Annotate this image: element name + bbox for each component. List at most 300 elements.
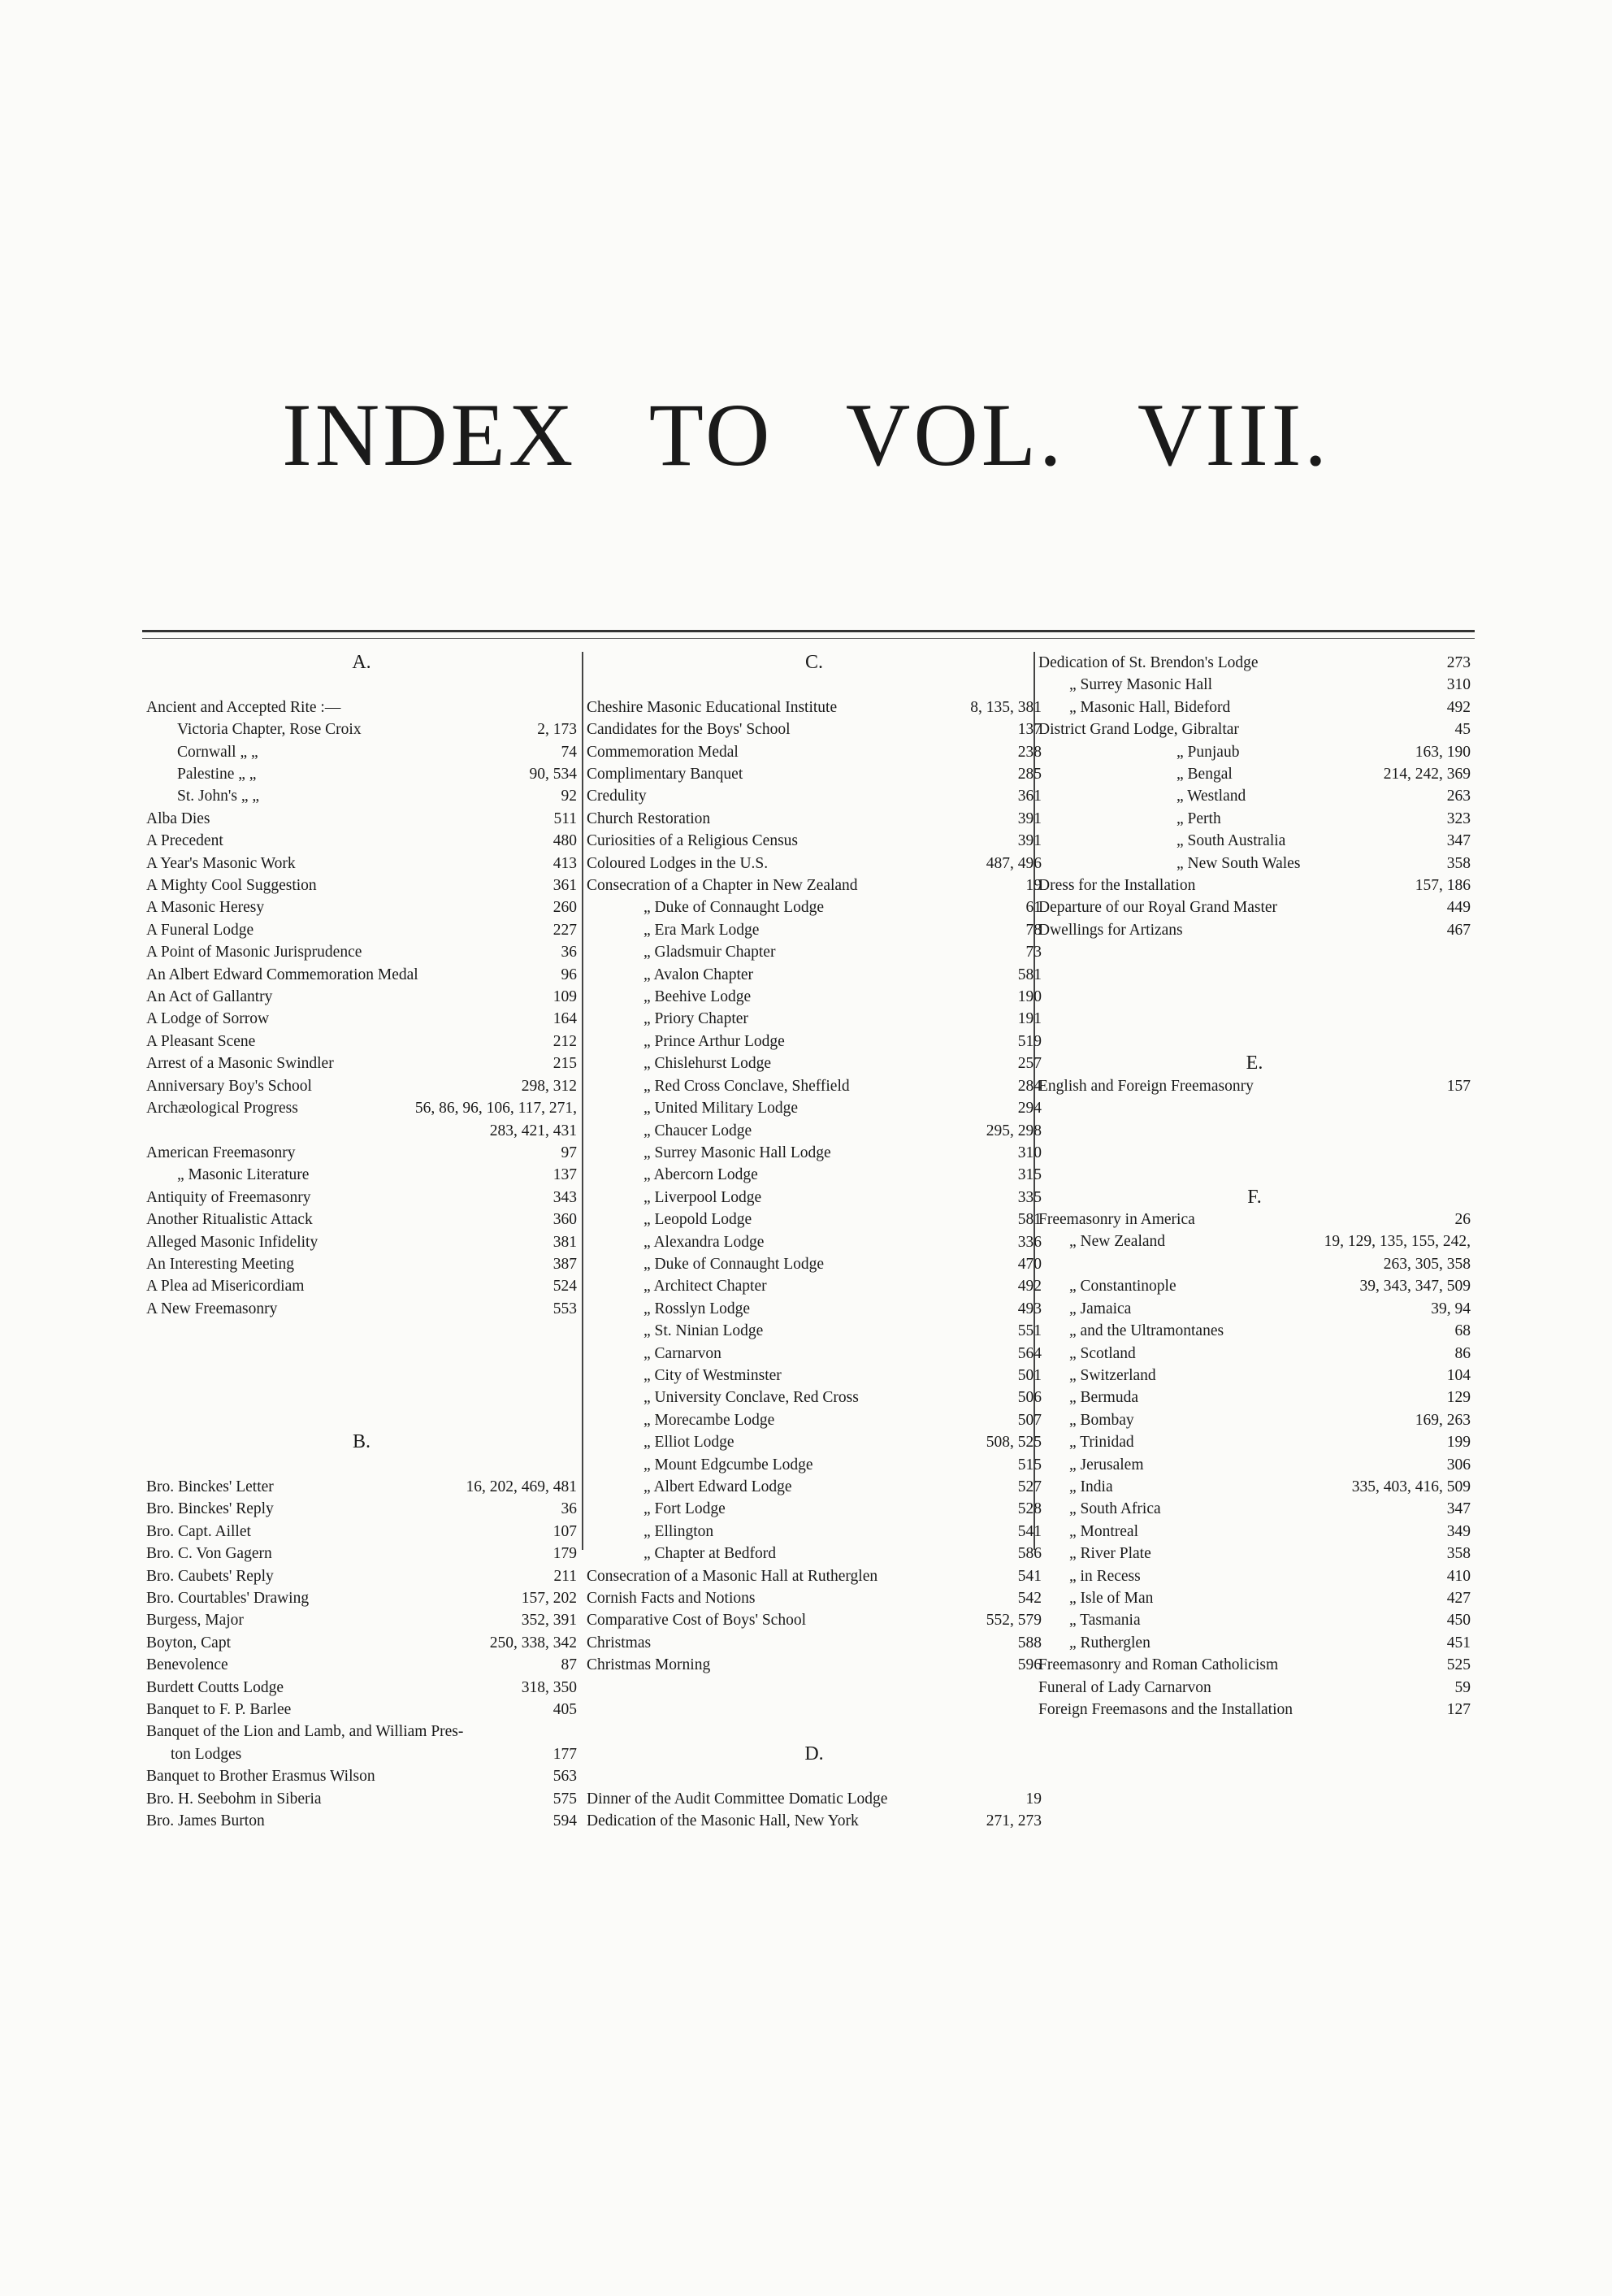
index-entry — [146, 1298, 577, 1320]
entry-pages: 127 — [1446, 1701, 1471, 1718]
entry-pages: 492 — [1446, 698, 1471, 716]
index-entry — [587, 1275, 1042, 1297]
entry-title: „ Bombay — [1069, 1411, 1134, 1429]
entry-pages: 163, 190 — [1415, 743, 1471, 761]
index-section — [587, 1677, 1042, 1833]
index-entry — [587, 964, 1042, 986]
entry-title: Another Ritualistic Attack — [146, 1211, 313, 1229]
index-section — [146, 652, 577, 1320]
index-entry — [146, 718, 577, 740]
index-entry — [1038, 1498, 1471, 1520]
index-entry — [587, 718, 1042, 740]
entry-title: „ and the Ultramontanes — [1069, 1322, 1224, 1340]
entry-pages: 349 — [1446, 1522, 1471, 1540]
entry-title: A Precedent — [146, 832, 223, 850]
entry-pages: 553 — [552, 1300, 577, 1317]
index-entry — [146, 1743, 577, 1765]
entry-pages: 487, 496 — [986, 854, 1042, 872]
index-entry — [587, 1008, 1042, 1030]
index-column-2 — [587, 652, 1042, 1832]
entry-title: „ Rosslyn Lodge — [644, 1300, 751, 1317]
index-entry — [146, 1187, 577, 1209]
entry-pages: 586 — [1017, 1545, 1042, 1563]
index-entry — [146, 896, 577, 918]
entry-title: „ Chislehurst Lodge — [644, 1055, 772, 1073]
entry-pages: 361 — [1017, 788, 1042, 805]
index-section — [1038, 652, 1471, 941]
entry-title: „ Duke of Connaught Lodge — [644, 899, 825, 917]
entry-pages: 260 — [552, 899, 577, 917]
index-entry — [146, 1765, 577, 1787]
index-entry — [146, 1231, 577, 1253]
entry-title: Curiosities of a Religious Census — [587, 832, 798, 850]
entry-pages: 310 — [1017, 1144, 1042, 1161]
header-rule-thin — [142, 638, 1475, 639]
entry-title: „ Punjaub — [1176, 743, 1240, 761]
entry-pages: 450 — [1446, 1612, 1471, 1630]
index-entry — [587, 919, 1042, 941]
entry-pages: 336 — [1017, 1233, 1042, 1251]
index-entry — [587, 1075, 1042, 1097]
index-entry — [587, 1231, 1042, 1253]
entry-title: A Year's Masonic Work — [146, 854, 296, 872]
entry-title: „ India — [1069, 1478, 1113, 1495]
section-letter-heading: E. — [1246, 1053, 1263, 1074]
entry-title: Cornish Facts and Notions — [587, 1590, 756, 1608]
entry-title: Coloured Lodges in the U.S. — [587, 854, 769, 872]
index-entry — [587, 1543, 1042, 1565]
entry-title: A Funeral Lodge — [146, 921, 254, 939]
entry-pages: 263 — [1446, 788, 1471, 805]
entry-title: „ in Recess — [1069, 1567, 1141, 1585]
entry-pages: 528 — [1017, 1500, 1042, 1518]
index-entry — [146, 830, 577, 852]
entry-pages: 594 — [552, 1812, 577, 1830]
entry-pages: 92 — [561, 788, 577, 805]
entry-title: St. John's „ „ — [177, 788, 260, 805]
entry-pages: 2, 173 — [537, 721, 577, 739]
index-entry — [146, 1677, 577, 1699]
index-entry — [587, 853, 1042, 875]
entry-title: „ South Africa — [1069, 1500, 1161, 1518]
index-entry — [146, 986, 577, 1008]
index-entry — [587, 763, 1042, 785]
entry-pages: 39, 343, 347, 509 — [1359, 1278, 1471, 1296]
entry-title: „ River Plate — [1069, 1545, 1151, 1563]
entry-title: „ Jerusalem — [1069, 1456, 1144, 1474]
entry-pages: 506 — [1017, 1389, 1042, 1407]
entry-pages: 59 — [1454, 1678, 1471, 1696]
entry-pages: 129 — [1446, 1389, 1471, 1407]
index-entry — [146, 1031, 577, 1053]
entry-title: „ Prince Arthur Lodge — [644, 1032, 785, 1050]
entry-title: A Pleasant Scene — [146, 1032, 256, 1050]
index-entry — [587, 1343, 1042, 1365]
index-entry — [587, 1609, 1042, 1631]
index-entry — [587, 896, 1042, 918]
entry-title: „ Perth — [1176, 809, 1221, 827]
index-entry — [587, 1187, 1042, 1209]
entry-title: „ Beehive Lodge — [644, 988, 752, 1006]
index-entry — [1038, 830, 1471, 852]
entry-pages: 361 — [552, 877, 577, 895]
index-entry — [1038, 697, 1471, 718]
entry-pages: 588 — [1017, 1634, 1042, 1651]
entry-pages: 541 — [1017, 1522, 1042, 1540]
entry-title: „ Fort Lodge — [644, 1500, 726, 1518]
entry-title: Bro. Capt. Aillet — [146, 1522, 251, 1540]
index-entry — [146, 785, 577, 807]
index-entry — [146, 941, 577, 963]
entry-title: Bro. Caubets' Reply — [146, 1567, 274, 1585]
section-spacer — [146, 1320, 577, 1431]
entry-pages: 250, 338, 342 — [489, 1634, 577, 1651]
entry-pages: 19 — [1025, 877, 1042, 895]
index-entry — [587, 1654, 1042, 1676]
index-entry — [146, 1498, 577, 1520]
entry-title: Comparative Cost of Boys' School — [587, 1612, 807, 1630]
entry-pages: 451 — [1446, 1634, 1471, 1651]
section-spacer — [587, 1677, 1042, 1743]
entry-title: „ Isle of Man — [1069, 1589, 1154, 1607]
entry-title: Freemasonry and Roman Catholicism — [1038, 1656, 1279, 1674]
index-entry — [587, 1521, 1042, 1543]
section-letter-heading: A. — [352, 652, 371, 673]
index-entry — [146, 1008, 577, 1030]
index-entry — [587, 1031, 1042, 1053]
entry-pages: 467 — [1446, 921, 1471, 939]
entry-pages: 315 — [1017, 1166, 1042, 1184]
entry-pages: 36 — [561, 944, 577, 961]
entry-title: Dress for the Installation — [1038, 877, 1196, 895]
entry-pages: 306 — [1446, 1456, 1471, 1474]
entry-pages: 358 — [1446, 1545, 1471, 1563]
entry-title: Candidates for the Boys' School — [587, 721, 791, 739]
index-entry — [146, 1142, 577, 1164]
index-entry — [587, 741, 1042, 763]
entry-title: Foreign Freemasons and the Installation — [1038, 1701, 1294, 1718]
index-entry — [1038, 1343, 1471, 1365]
section-letter-heading: D. — [804, 1743, 824, 1764]
entry-title: „ Bengal — [1176, 766, 1233, 783]
section-spacer — [146, 674, 577, 696]
index-entry — [587, 875, 1042, 896]
entry-title: An Interesting Meeting — [146, 1255, 294, 1273]
index-entry — [146, 1565, 577, 1587]
entry-title: Burgess, Major — [146, 1612, 244, 1630]
entry-title: „ Masonic Hall, Bideford — [1069, 698, 1231, 716]
entry-title: Bro. Binckes' Letter — [146, 1478, 274, 1495]
entry-title: Bro. Binckes' Reply — [146, 1500, 274, 1518]
entry-pages: 179 — [552, 1545, 577, 1563]
entry-title: „ Masonic Literature — [177, 1166, 310, 1184]
index-entry — [146, 697, 577, 718]
entry-title: „ University Conclave, Red Cross — [644, 1389, 859, 1407]
entry-pages: 73 — [1025, 944, 1042, 961]
entry-pages: 283, 421, 431 — [489, 1122, 577, 1139]
entry-title: Archæological Progress — [146, 1100, 298, 1118]
entry-pages: 525 — [1446, 1656, 1471, 1674]
entry-title: „ Mount Edgcumbe Lodge — [644, 1456, 813, 1474]
page-title: INDEX TO VOL. VIII. — [282, 385, 1330, 484]
entry-pages: 352, 391 — [521, 1612, 577, 1630]
index-entry — [1038, 896, 1471, 918]
index-section — [1038, 941, 1471, 1097]
index-entry — [1038, 1075, 1471, 1097]
entry-title: An Act of Gallantry — [146, 988, 273, 1006]
entry-pages: 519 — [1017, 1032, 1042, 1050]
entry-title: „ Abercorn Lodge — [644, 1166, 758, 1184]
index-entry — [1038, 652, 1471, 674]
column-divider — [582, 652, 583, 1550]
entry-pages: 298, 312 — [521, 1077, 577, 1095]
entry-pages: 107 — [552, 1522, 577, 1540]
entry-pages: 36 — [561, 1500, 577, 1518]
entry-title: „ Architect Chapter — [644, 1278, 767, 1296]
index-entry — [587, 1298, 1042, 1320]
entry-title: A Lodge of Sorrow — [146, 1010, 270, 1028]
entry-title: „ Avalon Chapter — [644, 966, 754, 983]
section-letter-heading: C. — [804, 652, 823, 673]
entry-title: „ Jamaica — [1069, 1300, 1132, 1317]
entry-pages: 238 — [1017, 743, 1042, 761]
entry-pages: 507 — [1017, 1411, 1042, 1429]
index-entry — [146, 763, 577, 785]
entry-pages: 263, 305, 358 — [1383, 1255, 1471, 1273]
entry-pages: 137 — [1017, 721, 1042, 739]
index-entry — [1038, 1230, 1471, 1252]
index-entry — [146, 1209, 577, 1230]
entry-pages: 19, 129, 135, 155, 242, — [1324, 1233, 1471, 1251]
entry-pages: 68 — [1454, 1322, 1471, 1340]
index-entry — [146, 1053, 577, 1074]
index-entry — [1038, 785, 1471, 807]
entry-title: „ New South Wales — [1176, 854, 1301, 872]
entry-title: Ancient and Accepted Rite :— — [146, 698, 341, 716]
entry-pages: 391 — [1017, 832, 1042, 850]
entry-pages: 285 — [1017, 766, 1042, 783]
index-entry — [587, 830, 1042, 852]
section-spacer — [587, 674, 1042, 696]
entry-title: Antiquity of Freemasonry — [146, 1188, 311, 1206]
index-entry — [1038, 1609, 1471, 1631]
index-entry — [1038, 1209, 1471, 1230]
entry-title: Christmas — [587, 1634, 652, 1651]
entry-pages: 310 — [1446, 676, 1471, 694]
index-entry — [1038, 718, 1471, 740]
entry-title: A Plea ad Misericordiam — [146, 1278, 305, 1296]
index-entry — [1038, 808, 1471, 830]
index-entry — [587, 1097, 1042, 1119]
entry-title: Bro. Courtables' Drawing — [146, 1589, 310, 1607]
index-entry — [146, 875, 577, 896]
entry-title: „ South Australia — [1176, 832, 1286, 850]
index-entry — [587, 1253, 1042, 1275]
index-entry — [146, 1721, 577, 1743]
entry-pages: 515 — [1017, 1456, 1042, 1474]
entry-title: Burdett Coutts Lodge — [146, 1678, 284, 1696]
entry-pages: 97 — [561, 1144, 577, 1161]
entry-title: Dedication of St. Brendon's Lodge — [1038, 654, 1259, 671]
entry-title: Benevolence — [146, 1656, 228, 1674]
entry-title: „ City of Westminster — [644, 1366, 782, 1384]
entry-pages: 39, 94 — [1431, 1300, 1471, 1317]
index-entry — [587, 1498, 1042, 1520]
index-column-1 — [146, 652, 577, 1832]
entry-title: „ Surrey Masonic Hall Lodge — [644, 1144, 831, 1161]
index-entry — [587, 941, 1042, 963]
entry-title: Dwellings for Artizans — [1038, 921, 1183, 939]
index-section — [146, 1320, 577, 1832]
entry-title: Commemoration Medal — [587, 743, 739, 761]
entry-pages: 492 — [1017, 1278, 1042, 1296]
entry-title: „ Albert Edward Lodge — [644, 1478, 792, 1495]
entry-title: Dedication of the Masonic Hall, New York — [587, 1812, 859, 1830]
entry-pages: 381 — [552, 1233, 577, 1251]
entry-pages: 16, 202, 469, 481 — [466, 1478, 577, 1495]
index-entry — [587, 1320, 1042, 1342]
entry-title: „ Scotland — [1069, 1344, 1136, 1362]
entry-title: Christmas Morning — [587, 1656, 711, 1674]
index-entry — [587, 1788, 1042, 1810]
index-entry — [146, 1521, 577, 1543]
entry-pages: 104 — [1446, 1366, 1471, 1384]
entry-title: Credulity — [587, 788, 647, 805]
entry-pages: 387 — [552, 1255, 577, 1273]
entry-title: Consecration of a Masonic Hall at Rutherglen — [587, 1567, 878, 1585]
entry-title: Banquet of the Lion and Lamb, and William Pres- — [146, 1723, 464, 1741]
header-rule-thick — [142, 630, 1475, 632]
index-entry — [587, 1810, 1042, 1832]
entry-title: English and Foreign Freemasonry — [1038, 1077, 1254, 1095]
entry-pages: 581 — [1017, 966, 1042, 983]
entry-title: „ Carnarvon — [644, 1344, 722, 1362]
index-entry — [1038, 1431, 1471, 1453]
index-entry — [1038, 1409, 1471, 1431]
index-entry — [146, 1810, 577, 1832]
entry-title: „ Elliot Lodge — [644, 1434, 734, 1452]
index-entry — [1038, 1543, 1471, 1565]
entry-pages: 410 — [1446, 1567, 1471, 1585]
entry-pages: 211 — [553, 1567, 577, 1585]
entry-title: Alba Dies — [146, 809, 210, 827]
section-spacer — [146, 1454, 577, 1476]
entry-pages: 8, 135, 381 — [970, 698, 1042, 716]
index-column-3 — [1038, 652, 1471, 1721]
index-entry — [587, 1632, 1042, 1654]
entry-pages: 323 — [1446, 809, 1471, 827]
entry-title: Departure of our Royal Grand Master — [1038, 899, 1278, 917]
entry-title: Banquet to Brother Erasmus Wilson — [146, 1768, 375, 1786]
entry-title: Bro. C. Von Gagern — [146, 1545, 272, 1563]
index-entry — [1038, 1476, 1471, 1498]
index-entry — [1038, 741, 1471, 763]
index-entry — [587, 1431, 1042, 1453]
section-letter-heading: F. — [1247, 1186, 1262, 1208]
index-entry — [146, 1075, 577, 1097]
entry-pages: 78 — [1025, 921, 1042, 939]
index-entry — [1038, 1298, 1471, 1320]
index-entry — [587, 1120, 1042, 1142]
entry-title: Dinner of the Audit Committee Domatic Lodge — [587, 1790, 888, 1808]
entry-pages: 19 — [1025, 1790, 1042, 1808]
index-entry — [587, 1365, 1042, 1387]
index-entry — [146, 1543, 577, 1565]
index-entry — [146, 1654, 577, 1676]
entry-title: „ Westland — [1176, 788, 1246, 805]
entry-pages: 343 — [552, 1188, 577, 1206]
entry-title: Freemasonry in America — [1038, 1211, 1195, 1229]
entry-pages: 347 — [1446, 1500, 1471, 1518]
entry-pages: 96 — [561, 966, 577, 983]
entry-pages: 427 — [1446, 1589, 1471, 1607]
index-entry — [146, 1164, 577, 1186]
entry-pages: 508, 525 — [986, 1434, 1042, 1452]
section-letter-heading: B. — [352, 1431, 370, 1453]
index-entry — [146, 1632, 577, 1654]
entry-pages: 56, 86, 96, 106, 117, 271, — [414, 1100, 577, 1118]
index-entry — [1038, 674, 1471, 696]
entry-pages: 164 — [552, 1010, 577, 1028]
index-entry — [1038, 1521, 1471, 1543]
index-entry — [1038, 763, 1471, 785]
index-section — [587, 652, 1042, 1677]
index-entry — [146, 1699, 577, 1721]
entry-title: „ Bermuda — [1069, 1389, 1139, 1407]
index-entry — [1038, 853, 1471, 875]
entry-pages: 413 — [552, 854, 577, 872]
entry-title: „ Alexandra Lodge — [644, 1233, 765, 1251]
index-entry — [146, 1609, 577, 1631]
entry-title: Banquet to F. P. Barlee — [146, 1701, 292, 1718]
index-entry — [587, 1454, 1042, 1476]
entry-title: Bro. H. Seebohm in Siberia — [146, 1790, 322, 1808]
entry-title: „ Gladsmuir Chapter — [644, 944, 776, 961]
entry-pages: 294 — [1017, 1100, 1042, 1118]
entry-title: Consecration of a Chapter in New Zealand — [587, 877, 858, 895]
index-entry — [1038, 1632, 1471, 1654]
entry-pages: 501 — [1017, 1366, 1042, 1384]
entry-title: „ Liverpool Lodge — [644, 1188, 762, 1206]
index-entry — [1038, 1253, 1471, 1275]
index-entry — [1038, 1387, 1471, 1408]
index-entry — [587, 785, 1042, 807]
index-entry — [587, 808, 1042, 830]
index-entry — [146, 1788, 577, 1810]
entry-title: „ Rutherglen — [1069, 1634, 1150, 1651]
entry-pages: 284 — [1017, 1077, 1042, 1095]
entry-pages: 360 — [552, 1211, 577, 1229]
section-spacer — [1038, 941, 1471, 1053]
entry-pages: 405 — [552, 1701, 577, 1718]
index-entry — [587, 1142, 1042, 1164]
index-entry — [146, 1253, 577, 1275]
entry-title: Arrest of a Masonic Swindler — [146, 1055, 334, 1073]
entry-title: Cornwall „ „ — [177, 743, 258, 761]
entry-pages: 581 — [1017, 1211, 1042, 1229]
entry-pages: 74 — [561, 743, 577, 761]
entry-title: „ Ellington — [644, 1522, 714, 1540]
entry-pages: 347 — [1446, 832, 1471, 850]
entry-title: „ Chaucer Lodge — [644, 1122, 752, 1139]
entry-title: ton Lodges — [171, 1745, 242, 1763]
entry-pages: 87 — [561, 1656, 577, 1674]
entry-title: An Albert Edward Commemoration Medal — [146, 966, 418, 983]
entry-title: „ Priory Chapter — [644, 1010, 748, 1028]
entry-pages: 564 — [1017, 1344, 1042, 1362]
index-entry — [146, 919, 577, 941]
entry-pages: 295, 298 — [986, 1122, 1042, 1139]
